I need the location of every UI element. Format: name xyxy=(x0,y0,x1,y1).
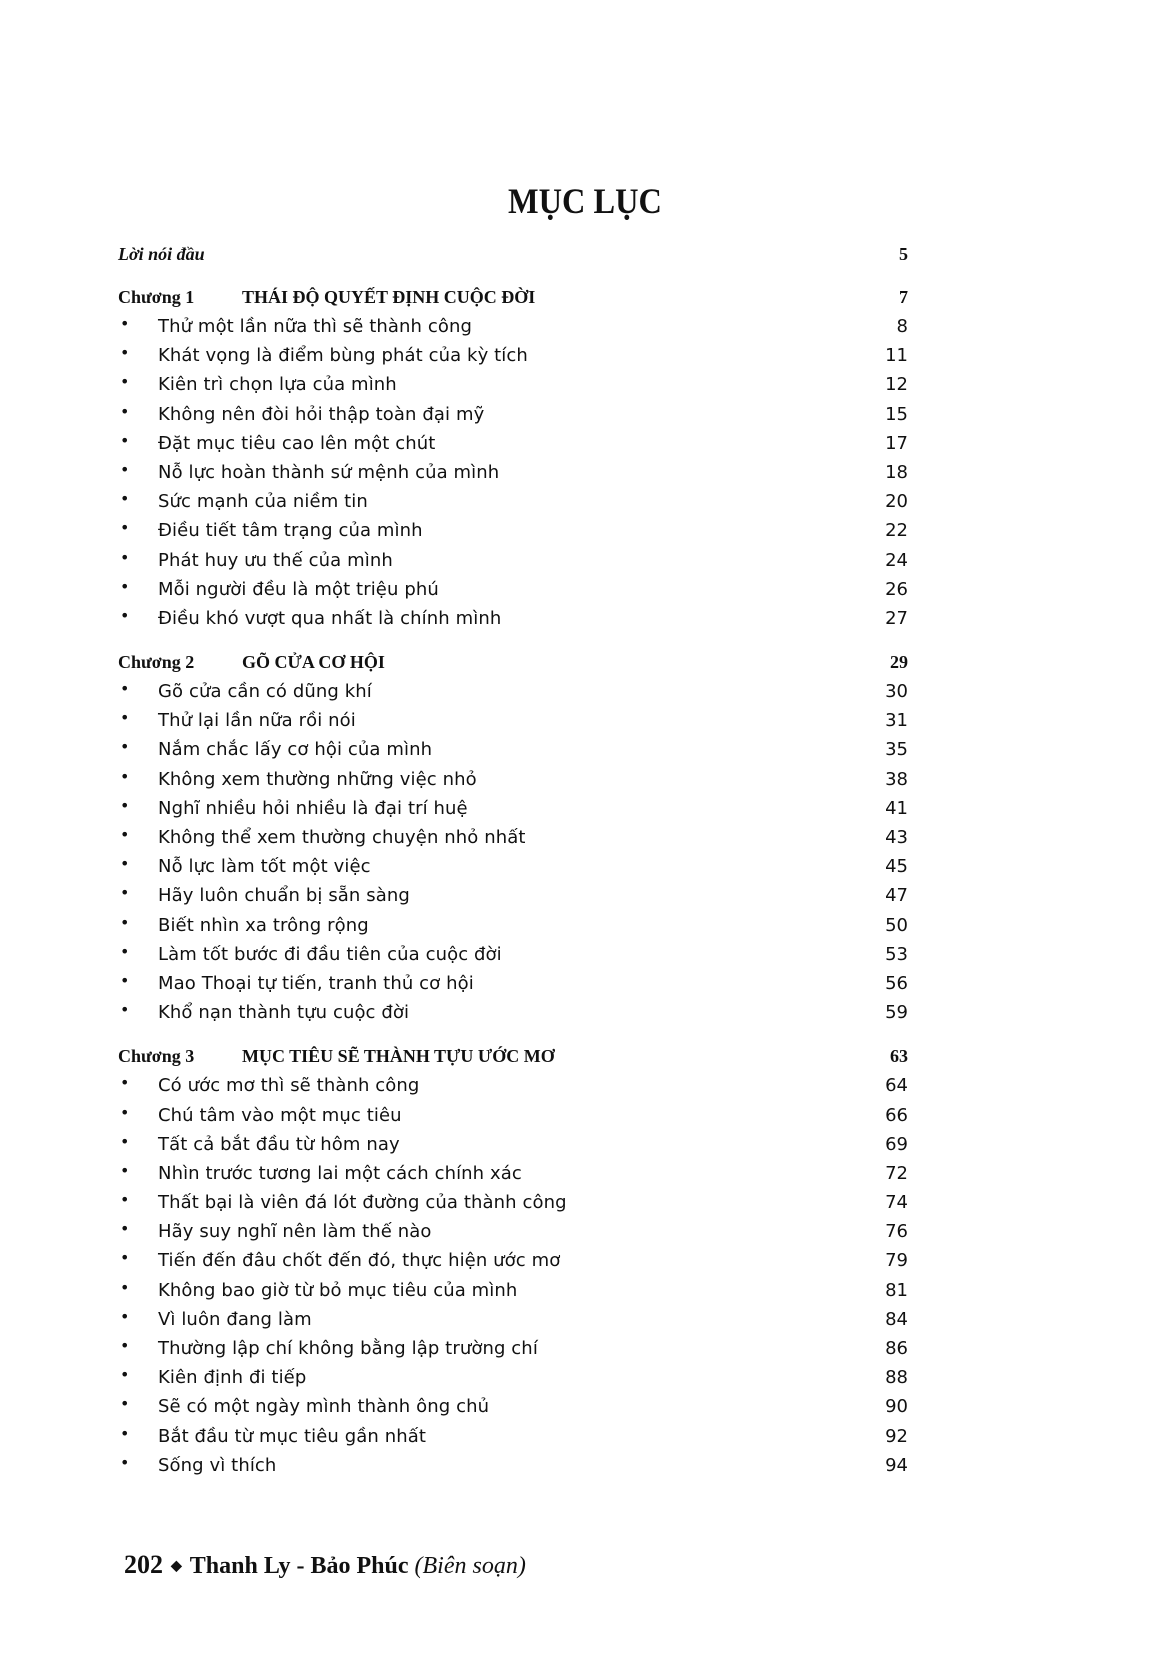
chapter-page-number: 63 xyxy=(890,1046,908,1067)
entry-page-number: 11 xyxy=(885,345,908,367)
toc-entry xyxy=(118,402,908,431)
bullet-icon: • xyxy=(120,941,130,961)
entry-title: Hãy luôn chuẩn bị sẵn sàng xyxy=(158,885,410,907)
toc-entry xyxy=(118,343,908,372)
chapter-section xyxy=(118,650,908,1029)
bullet-icon: • xyxy=(120,766,130,786)
toc-entry xyxy=(118,708,908,737)
entry-page-number: 81 xyxy=(885,1279,908,1301)
entry-title: Điều tiết tâm trạng của mình xyxy=(158,520,423,542)
bullet-icon: • xyxy=(120,1277,130,1297)
entry-title: Biết nhìn xa trông rộng xyxy=(158,914,369,936)
toc-entry xyxy=(118,1307,908,1336)
bullet-icon: • xyxy=(120,679,130,699)
bullet-icon: • xyxy=(120,825,130,844)
toc-entry xyxy=(118,1424,908,1453)
bullet-icon: • xyxy=(120,1336,130,1355)
entry-title: Kiên trì chọn lựa của mình xyxy=(158,374,397,396)
chapter-label: Chương 2 xyxy=(118,652,195,673)
entry-page-number: 74 xyxy=(885,1192,908,1214)
chapter-page-number: 29 xyxy=(890,652,908,673)
entry-page-number: 30 xyxy=(885,681,908,703)
toc-entry xyxy=(118,606,908,635)
entry-page-number: 94 xyxy=(885,1454,908,1476)
entry-page-number: 47 xyxy=(885,885,908,907)
preface-label: Lời nói đầu xyxy=(118,244,205,264)
entry-title: Nắm chắc lấy cơ hội của mình xyxy=(158,739,433,761)
entry-page-number: 24 xyxy=(885,549,908,571)
entry-page-number: 26 xyxy=(885,578,908,600)
bullet-icon: • xyxy=(120,518,130,538)
entry-title: Hãy suy nghĩ nên làm thế nào xyxy=(158,1221,432,1243)
table-of-contents xyxy=(118,242,908,1482)
entry-page-number: 69 xyxy=(885,1133,908,1155)
entry-page-number: 17 xyxy=(885,432,908,454)
bullet-icon: • xyxy=(120,343,130,363)
toc-entry xyxy=(118,314,908,343)
entry-title: Nỗ lực hoàn thành sứ mệnh của mình xyxy=(158,461,500,483)
bullet-icon: • xyxy=(120,1102,130,1122)
entry-page-number: 15 xyxy=(885,403,908,425)
toc-entry xyxy=(118,1161,908,1190)
bullet-icon: • xyxy=(120,372,130,392)
entry-page-number: 59 xyxy=(885,1002,908,1024)
toc-entry xyxy=(118,913,908,942)
entry-page-number: 76 xyxy=(885,1221,908,1243)
entry-page-number: 22 xyxy=(885,520,908,542)
toc-entry xyxy=(118,1453,908,1482)
toc-entry xyxy=(118,1394,908,1423)
bullet-icon: • xyxy=(120,1073,130,1093)
toc-entry xyxy=(118,825,908,854)
entry-title: Đặt mục tiêu cao lên một chút xyxy=(158,432,436,454)
entry-title: Vì luôn đang làm xyxy=(158,1308,312,1330)
bullet-icon: • xyxy=(120,1306,130,1326)
chapter-section xyxy=(118,1044,908,1482)
toc-entry xyxy=(118,1132,908,1161)
chapter-label: Chương 3 xyxy=(118,1046,195,1067)
entry-page-number: 45 xyxy=(885,856,908,878)
entry-page-number: 12 xyxy=(885,374,908,396)
chapter-title: GÕ CỬA CƠ HỘI xyxy=(242,652,385,673)
entry-page-number: 56 xyxy=(885,972,908,994)
chapter-title: MỤC TIÊU SẼ THÀNH TỰU ƯỚC MƠ xyxy=(242,1046,555,1067)
entry-page-number: 50 xyxy=(885,914,908,936)
entry-title: Thử lại lần nữa rồi nói xyxy=(158,710,356,732)
chapter-list xyxy=(118,285,908,1482)
toc-entry xyxy=(118,1248,908,1277)
entry-title: Điều khó vượt qua nhất là chính mình xyxy=(158,607,502,629)
entry-title: Sức mạnh của niềm tin xyxy=(158,491,368,513)
toc-entry xyxy=(118,518,908,547)
entry-title: Có ước mơ thì sẽ thành công xyxy=(158,1075,420,1097)
toc-entry xyxy=(118,679,908,708)
toc-entry xyxy=(118,431,908,460)
bullet-icon: • xyxy=(120,970,130,990)
entry-page-number: 38 xyxy=(885,768,908,790)
entry-page-number: 84 xyxy=(885,1308,908,1330)
footer-editor-note: (Biên soạn) xyxy=(414,1553,526,1579)
toc-entry xyxy=(118,1000,908,1029)
toc-entry xyxy=(118,971,908,1000)
toc-entry xyxy=(118,1190,908,1219)
bullet-icon: • xyxy=(120,1000,130,1020)
bullet-icon: • xyxy=(120,401,130,421)
entry-title: Khát vọng là điểm bùng phát của kỳ tích xyxy=(158,345,528,367)
bullet-icon: • xyxy=(120,737,130,757)
entry-page-number: 20 xyxy=(885,491,908,513)
entry-title: Sẽ có một ngày mình thành ông chủ xyxy=(158,1396,490,1418)
chapter-label: Chương 1 xyxy=(118,287,195,307)
entry-title: Nghĩ nhiều hỏi nhiều là đại trí huệ xyxy=(158,797,468,819)
entry-title: Nhìn trước tương lai một cách chính xác xyxy=(158,1162,522,1184)
entry-title: Mao Thoại tự tiến, tranh thủ cơ hội xyxy=(158,972,474,994)
entry-title: Không nên đòi hỏi thập toàn đại mỹ xyxy=(158,403,485,425)
bullet-icon: • xyxy=(120,1394,130,1414)
entry-title: Thử một lần nữa thì sẽ thành công xyxy=(158,316,473,337)
preface-page-number: 5 xyxy=(899,244,908,264)
toc-entry xyxy=(118,737,908,766)
toc-entry xyxy=(118,548,908,577)
entry-title: Gõ cửa cần có dũng khí xyxy=(158,681,372,703)
entry-page-number: 41 xyxy=(885,797,908,819)
toc-entry xyxy=(118,1365,908,1394)
entry-page-number: 31 xyxy=(885,710,908,732)
entry-page-number: 43 xyxy=(885,827,908,848)
toc-entry xyxy=(118,1103,908,1132)
toc-entry xyxy=(118,372,908,401)
toc-preface-row xyxy=(118,242,908,270)
toc-entry xyxy=(118,854,908,883)
toc-entry xyxy=(118,883,908,912)
entry-title: Phát huy ưu thế của mình xyxy=(158,549,393,571)
entry-title: Chú tâm vào một mục tiêu xyxy=(158,1104,402,1126)
entry-page-number: 66 xyxy=(885,1104,908,1126)
entry-page-number: 35 xyxy=(885,739,908,761)
entry-title: Không bao giờ từ bỏ mục tiêu của mình xyxy=(158,1279,518,1301)
chapter-section xyxy=(118,285,908,635)
entry-page-number: 90 xyxy=(885,1396,908,1418)
entry-page-number: 8 xyxy=(896,316,908,337)
chapter-heading-row xyxy=(118,650,908,679)
toc-entry xyxy=(118,1278,908,1307)
entry-title: Sống vì thích xyxy=(158,1454,277,1476)
bullet-icon: • xyxy=(120,1423,130,1443)
bullet-icon: • xyxy=(120,854,130,874)
bullet-icon: • xyxy=(120,459,130,479)
footer-page-number: 202 xyxy=(124,1550,163,1579)
bullet-icon: • xyxy=(120,576,130,596)
chapter-title: THÁI ĐỘ QUYẾT ĐỊNH CUỘC ĐỜI xyxy=(242,287,536,307)
entry-title: Kiên định đi tiếp xyxy=(158,1367,307,1389)
entry-page-number: 53 xyxy=(885,943,908,965)
bullet-icon: • xyxy=(120,489,130,509)
entry-title: Không xem thường những việc nhỏ xyxy=(158,768,477,790)
bullet-icon: • xyxy=(120,1452,130,1472)
entry-title: Khổ nạn thành tựu cuộc đời xyxy=(158,1002,410,1024)
chapter-heading-row xyxy=(118,285,908,314)
entry-page-number: 92 xyxy=(885,1425,908,1447)
bullet-icon: • xyxy=(120,1365,130,1385)
page-footer xyxy=(124,1550,526,1580)
entry-title: Nỗ lực làm tốt một việc xyxy=(158,856,371,878)
bullet-icon: • xyxy=(120,1248,130,1268)
bullet-icon: • xyxy=(120,605,130,625)
toc-entry xyxy=(118,1073,908,1102)
bullet-icon: • xyxy=(120,1160,130,1180)
toc-entry xyxy=(118,767,908,796)
entry-title: Không thể xem thường chuyện nhỏ nhất xyxy=(158,827,526,848)
bullet-icon: • xyxy=(120,547,130,567)
bullet-icon: • xyxy=(120,708,130,728)
bullet-icon: • xyxy=(120,1219,130,1239)
toc-entry xyxy=(118,1219,908,1248)
toc-entry xyxy=(118,796,908,825)
entry-page-number: 18 xyxy=(885,461,908,483)
entry-page-number: 27 xyxy=(885,607,908,629)
bullet-icon: • xyxy=(120,795,130,815)
bullet-icon: • xyxy=(120,912,130,932)
bullet-icon: • xyxy=(120,1131,130,1151)
entry-page-number: 64 xyxy=(885,1075,908,1097)
entry-title: Tất cả bắt đầu từ hôm nay xyxy=(158,1133,400,1155)
entry-title: Thất bại là viên đá lót đường của thành công xyxy=(158,1192,567,1214)
toc-entry xyxy=(118,489,908,518)
bullet-icon: • xyxy=(120,883,130,903)
page-title: MỤC LỤC xyxy=(508,181,662,221)
entry-page-number: 79 xyxy=(885,1250,908,1272)
toc-entry xyxy=(118,577,908,606)
entry-page-number: 86 xyxy=(885,1338,908,1359)
entry-title: Bắt đầu từ mục tiêu gần nhất xyxy=(158,1425,427,1447)
entry-page-number: 88 xyxy=(885,1367,908,1389)
toc-entry xyxy=(118,1336,908,1365)
entry-title: Thường lập chí không bằng lập trường chí xyxy=(158,1338,538,1359)
entry-page-number: 72 xyxy=(885,1162,908,1184)
footer-authors: Thanh Ly - Bảo Phúc xyxy=(189,1553,409,1579)
bullet-icon: • xyxy=(120,1190,130,1210)
entry-title: Mỗi người đều là một triệu phú xyxy=(158,578,439,600)
diamond-icon: ◆ xyxy=(171,1559,182,1574)
toc-entry xyxy=(118,460,908,489)
entry-title: Làm tốt bước đi đầu tiên của cuộc đời xyxy=(158,943,502,965)
toc-entry xyxy=(118,942,908,971)
entry-title: Tiến đến đâu chốt đến đó, thực hiện ước mơ xyxy=(158,1250,561,1272)
chapter-heading-row xyxy=(118,1044,908,1073)
bullet-icon: • xyxy=(120,314,130,333)
bullet-icon: • xyxy=(120,430,130,450)
chapter-page-number: 7 xyxy=(899,287,908,307)
